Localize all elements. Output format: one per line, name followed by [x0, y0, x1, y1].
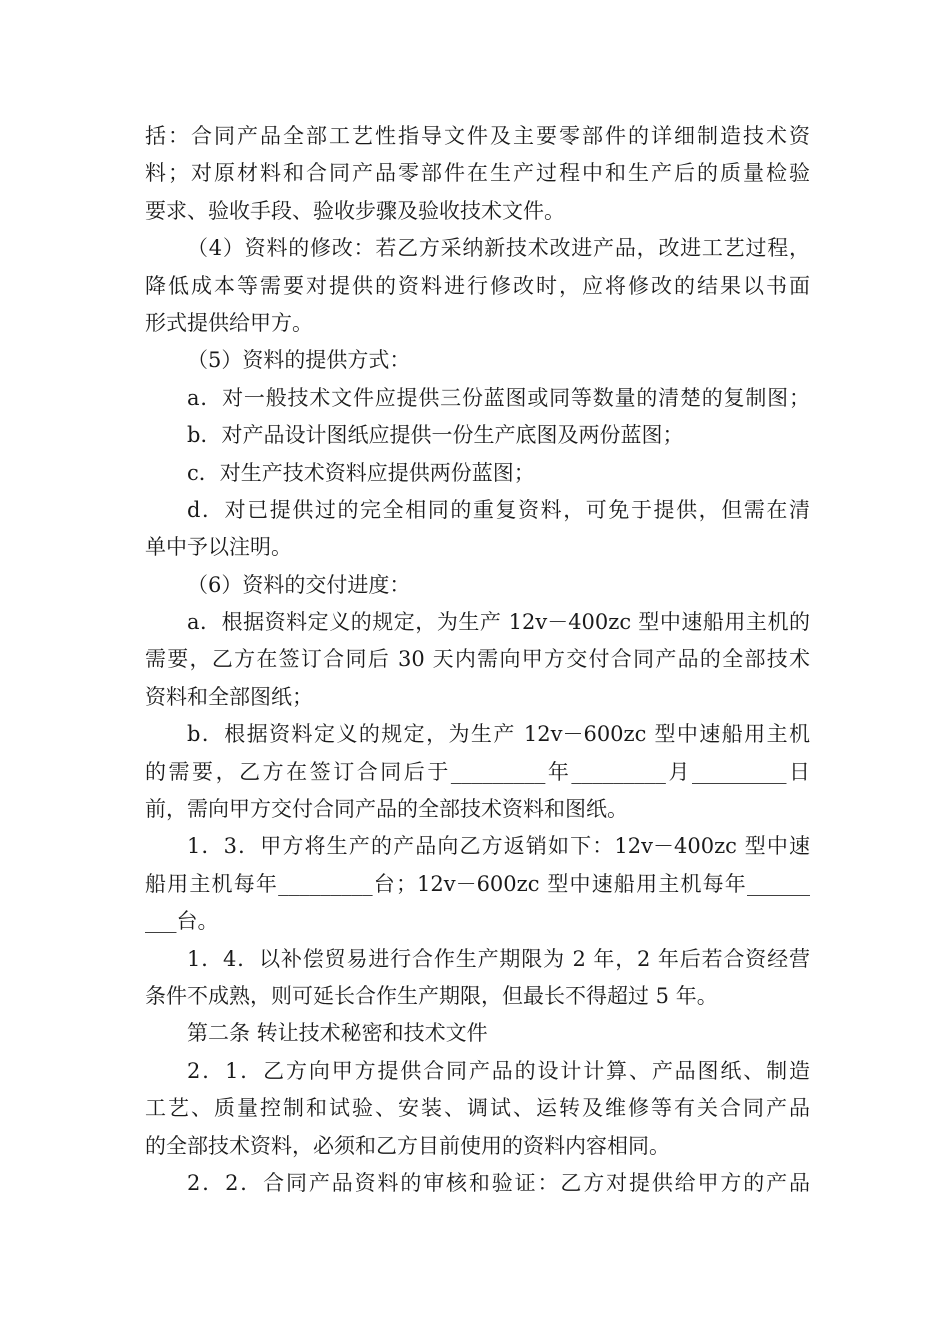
- text-line: 前，需向甲方交付合同产品的全部技术资料和图纸。: [145, 797, 628, 822]
- text-line: 条件不成熟，则可延长合作生产期限，但最长不得超过 5 年。: [145, 983, 718, 1008]
- text-line: 单中予以注明。: [145, 535, 292, 560]
- text-line: 工艺、质量控制和试验、安装、调试、运转及维修等有关合同产品: [145, 1096, 810, 1121]
- text-line: 船用主机每年_________台；12v－600zc 型中速船用主机每年______: [145, 871, 810, 896]
- text-line: 料；对原材料和合同产品零部件在生产过程中和生产后的质量检验: [145, 161, 810, 186]
- text-line: 1．3．甲方将生产的产品向乙方返销如下：12v－400zc 型中速: [187, 834, 810, 859]
- text-line: 括：合同产品全部工艺性指导文件及主要零部件的详细制造技术资: [145, 124, 810, 148]
- text-line: 资料和全部图纸；: [145, 684, 313, 709]
- text-line: （6）资料的交付进度：: [187, 572, 411, 597]
- text-line: b．根据资料定义的规定，为生产 12v－600zc 型中速船用主机: [187, 722, 810, 747]
- text-line: a．根据资料定义的规定，为生产 12v－400zc 型中速船用主机的: [187, 610, 810, 635]
- text-line: 第二条 转让技术秘密和技术文件: [187, 1021, 488, 1046]
- text-line: （5）资料的提供方式：: [187, 348, 411, 373]
- text-line: b．对产品设计图纸应提供一份生产底图及两份蓝图；: [187, 423, 684, 448]
- text-line: c．对生产技术资料应提供两份蓝图；: [187, 460, 535, 485]
- text-line: 2．1．乙方向甲方提供合同产品的设计计算、产品图纸、制造: [187, 1058, 810, 1083]
- text-line: （4）资料的修改：若乙方采纳新技术改进产品，改进工艺过程，: [187, 236, 810, 261]
- text-line: 的需要，乙方在签订合同后于_________年_________月_________日: [145, 759, 810, 784]
- text-line: 降低成本等需要对提供的资料进行修改时，应将修改的结果以书面: [145, 273, 810, 298]
- document-body: [145, 118, 810, 1202]
- text-line: 1．4．以补偿贸易进行合作生产期限为 2 年，2 年后若合资经营: [187, 946, 810, 971]
- text-line: a．对一般技术文件应提供三份蓝图或同等数量的清楚的复制图；: [187, 385, 810, 410]
- text-line: d．对已提供过的完全相同的重复资料，可免于提供，但需在清: [187, 497, 810, 522]
- text-line: 2．2．合同产品资料的审核和验证：乙方对提供给甲方的产品: [187, 1170, 810, 1195]
- text-line: 需要，乙方在签订合同后 30 天内需向甲方交付合同产品的全部技术: [145, 647, 810, 672]
- text-line: 形式提供给甲方。: [145, 310, 313, 335]
- text-line: 要求、验收手段、验收步骤及验收技术文件。: [145, 198, 565, 223]
- text-line: ___台。: [145, 909, 219, 934]
- text-line: 的全部技术资料，必须和乙方目前使用的资料内容相同。: [145, 1133, 670, 1158]
